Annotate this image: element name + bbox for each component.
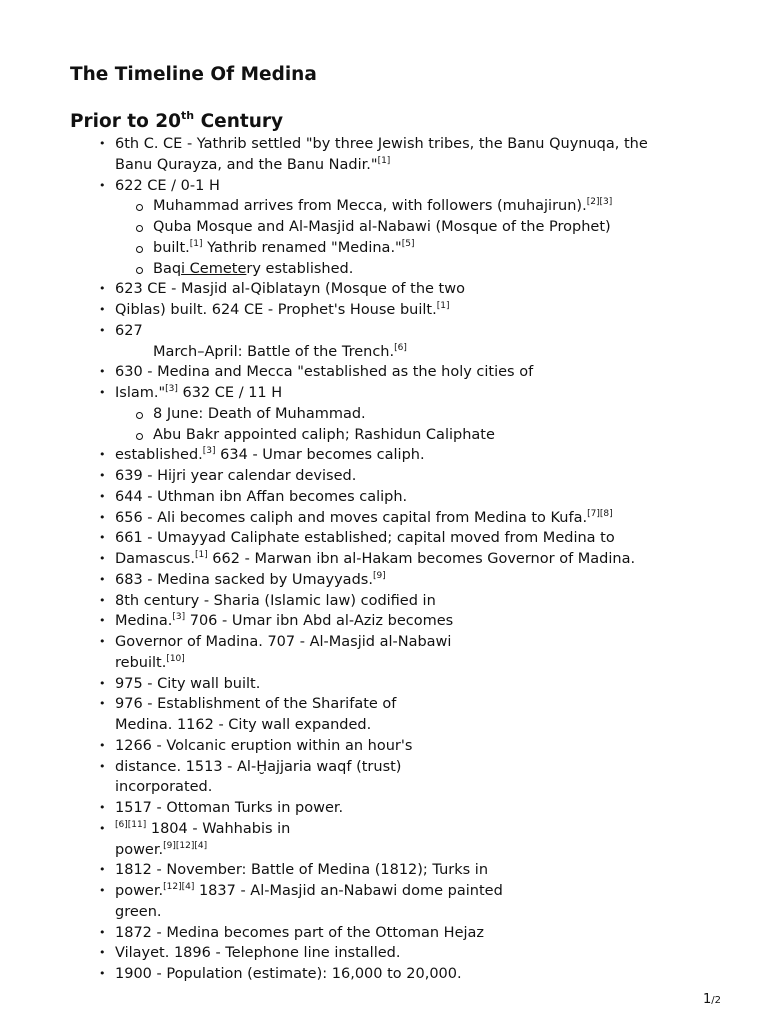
bullet-disc-icon: • (99, 801, 106, 814)
timeline-line (115, 757, 401, 777)
timeline-line (115, 321, 143, 341)
timeline-line (153, 259, 353, 279)
timeline-line (115, 653, 185, 673)
timeline-line (115, 715, 371, 735)
timeline-line (115, 591, 436, 611)
line-text: 1812 - November: Battle of Medina (1812); Turks in (115, 862, 489, 879)
line-text: Islam." (115, 385, 166, 401)
line-text: green. (115, 903, 162, 920)
section-heading-post: Century (194, 111, 284, 132)
line-text: 1900 - Population (estimate): 16,000 to 20,000. (115, 966, 462, 982)
line-text: Damascus. (115, 551, 195, 567)
line-text: 623 CE - Masjid al-Qiblatayn (Mosque of the two (115, 281, 465, 298)
timeline-line (115, 964, 462, 984)
timeline-line (115, 300, 449, 320)
line-text: Abu Bakr appointed caliph; Rashidun Caliphate (153, 426, 495, 443)
citation-ref: [1] (194, 550, 208, 560)
line-text: 1837 - Al-Masjid an-Nabawi dome painted (194, 883, 503, 899)
timeline-line (115, 362, 533, 382)
timeline-line (115, 611, 453, 631)
line-text: 656 - Ali becomes caliph and moves capital from Medina to Kufa. (115, 509, 588, 526)
bullet-circle-icon (136, 267, 143, 274)
timeline-line (153, 404, 366, 424)
timeline-line (115, 155, 390, 175)
line-text: Governor of Madina. 707 - Al-Masjid al-Nabawi (115, 634, 452, 650)
line-text: rebuilt. (115, 654, 167, 671)
bullet-circle-icon (136, 225, 143, 232)
citation-ref: [1] (189, 238, 203, 249)
bullet-disc-icon: • (99, 489, 106, 503)
timeline-line (115, 694, 396, 714)
line-text: 661 - Umayyad Caliphate established; capital moved from Medina to (115, 530, 615, 547)
bullet-disc-icon: • (99, 967, 106, 980)
timeline-line (115, 674, 260, 694)
timeline-line (115, 466, 356, 486)
line-text: Medina. 1162 - City wall expanded. (115, 717, 372, 733)
line-text: 683 - Medina sacked by Umayyads. (115, 571, 373, 588)
bullet-disc-icon: • (99, 448, 106, 462)
bullet-disc-icon: • (99, 676, 106, 690)
bullet-disc-icon: • (99, 282, 106, 296)
bullet-circle-icon (136, 433, 143, 440)
line-text: 1517 - Ottoman Turks in power. (115, 800, 344, 816)
timeline-line (153, 238, 414, 258)
line-text: 632 CE / 11 H (177, 385, 283, 401)
citation-ref: [9][12][4] (163, 840, 208, 851)
timeline-line (115, 819, 290, 839)
bullet-circle-icon (136, 246, 143, 253)
section-heading-pre: Prior to 20 (70, 111, 182, 132)
line-text: March–April: Battle of the Trench. (153, 343, 395, 360)
bullet-disc-icon: • (99, 759, 106, 773)
line-text: Medina. (115, 613, 173, 630)
citation-ref: [7][8] (587, 508, 613, 519)
citation-ref: [1] (436, 301, 450, 311)
line-text: 975 - City wall built. (115, 675, 261, 692)
line-text: distance. 1513 - Al-Ḫajjaria waqf (trust) (115, 758, 402, 775)
timeline-line (115, 279, 465, 299)
document-title: The Timeline Of Medina (70, 64, 317, 85)
timeline-line (115, 134, 648, 154)
timeline-line (115, 798, 343, 818)
citation-ref: [1] (377, 155, 391, 166)
citation-ref: [10] (166, 653, 185, 664)
line-text: Banu Qurayza, and the Banu Nadir." (115, 156, 378, 173)
timeline-line (115, 840, 207, 860)
line-text: 8 June: Death of Muhammad. (153, 405, 366, 422)
line-text: 706 - Umar ibn Abd al-Aziz becomes (185, 613, 454, 630)
bullet-disc-icon: • (99, 821, 106, 835)
line-text: 630 - Medina and Mecca "established as the holy cities of (115, 364, 534, 381)
page-number-current: 1 (703, 992, 712, 1007)
timeline-line (115, 860, 488, 880)
bullet-disc-icon: • (99, 531, 106, 545)
line-text: Baq (153, 260, 182, 277)
page-number-total: /2 (711, 995, 722, 1006)
bullet-disc-icon: • (99, 137, 106, 150)
timeline-line (115, 902, 162, 922)
line-text: 662 - Marwan ibn al-Hakam becomes Governor of Madina. (207, 551, 636, 567)
citation-ref: [5] (401, 238, 415, 249)
line-text: built. (153, 239, 190, 256)
bullet-disc-icon: • (99, 386, 106, 399)
line-text: Qiblas) built. 624 CE - Prophet's House built. (115, 302, 437, 318)
line-text: ry established. (246, 260, 354, 277)
timeline-line (153, 196, 612, 216)
citation-ref: [6][11] (115, 819, 147, 830)
line-text: incorporated. (115, 779, 213, 796)
citation-ref: [12][4] (163, 882, 195, 892)
bullet-disc-icon: • (99, 635, 106, 648)
timeline-line (115, 508, 613, 528)
timeline-line (153, 425, 495, 445)
timeline-line (115, 943, 400, 963)
line-text: 634 - Umar becomes caliph. (215, 447, 425, 464)
bullet-disc-icon: • (99, 614, 106, 628)
bullet-disc-icon: • (99, 365, 106, 379)
line-text: Yathrib renamed "Medina." (202, 239, 402, 256)
page-number (703, 992, 721, 1009)
line-text: power. (115, 841, 164, 858)
timeline-line (115, 923, 484, 943)
bullet-disc-icon: • (99, 946, 106, 960)
line-text: 6th C. CE - Yathrib settled "by three Jewish tribes, the Banu Quynuqa, the (115, 136, 648, 152)
section-heading-sup: th (181, 109, 195, 122)
line-text: 622 CE / 0-1 H (115, 177, 220, 194)
timeline-line (115, 445, 425, 465)
line-text: 8th century - Sharia (Islamic law) codified in (115, 592, 436, 609)
bullet-disc-icon: • (99, 884, 106, 897)
timeline-line (115, 736, 412, 756)
line-text: 644 - Uthman ibn Affan becomes caliph. (115, 488, 408, 505)
timeline-line (115, 881, 503, 901)
bullet-disc-icon: • (99, 738, 106, 752)
timeline-line (115, 570, 386, 590)
line-text: 1804 - Wahhabis in (146, 820, 291, 837)
line-text: Muhammad arrives from Mecca, with followers (muhajirun). (153, 198, 587, 215)
bullet-circle-icon (136, 412, 143, 419)
bullet-disc-icon: • (99, 925, 106, 939)
citation-ref: [3] (165, 384, 178, 394)
line-text: 1266 - Volcanic eruption within an hour's (115, 737, 413, 754)
section-heading (70, 110, 283, 134)
bullet-disc-icon: • (99, 552, 106, 565)
bullet-disc-icon: • (99, 572, 106, 586)
line-text: 627 (115, 322, 143, 339)
bullet-disc-icon: • (99, 303, 106, 316)
line-text: power. (115, 883, 164, 899)
bullet-disc-icon: • (99, 510, 106, 524)
bullet-disc-icon: • (99, 178, 106, 192)
underlined-text: i Cemete (181, 260, 247, 277)
timeline-line (115, 176, 220, 196)
citation-ref: [9] (372, 570, 386, 581)
line-text: Vilayet. 1896 - Telephone line installed. (115, 945, 401, 962)
timeline-line (115, 777, 212, 797)
line-text: 639 - Hijri year calendar devised. (115, 468, 357, 484)
timeline-line (115, 632, 451, 652)
citation-ref: [6] (394, 342, 407, 353)
line-text: 1872 - Medina becomes part of the Ottoman Hejaz (115, 924, 485, 941)
bullet-disc-icon: • (99, 323, 106, 337)
bullet-circle-icon (136, 204, 143, 211)
citation-ref: [2][3] (586, 197, 613, 208)
line-text: Quba Mosque and Al-Masjid al-Nabawi (Mosque of the Prophet) (153, 219, 611, 235)
citation-ref: [3] (202, 446, 216, 457)
line-text: established. (115, 447, 203, 464)
line-text: 976 - Establishment of the Sharifate of (115, 696, 397, 713)
bullet-disc-icon: • (99, 697, 106, 711)
timeline-line (153, 342, 407, 362)
bullet-disc-icon: • (99, 469, 106, 482)
timeline-line (153, 217, 611, 237)
bullet-disc-icon: • (99, 863, 106, 877)
bullet-disc-icon: • (99, 593, 106, 607)
citation-ref: [3] (172, 612, 186, 623)
timeline-line (115, 383, 282, 403)
timeline-line (115, 487, 407, 507)
timeline-line (115, 528, 615, 548)
timeline-line (115, 549, 635, 569)
